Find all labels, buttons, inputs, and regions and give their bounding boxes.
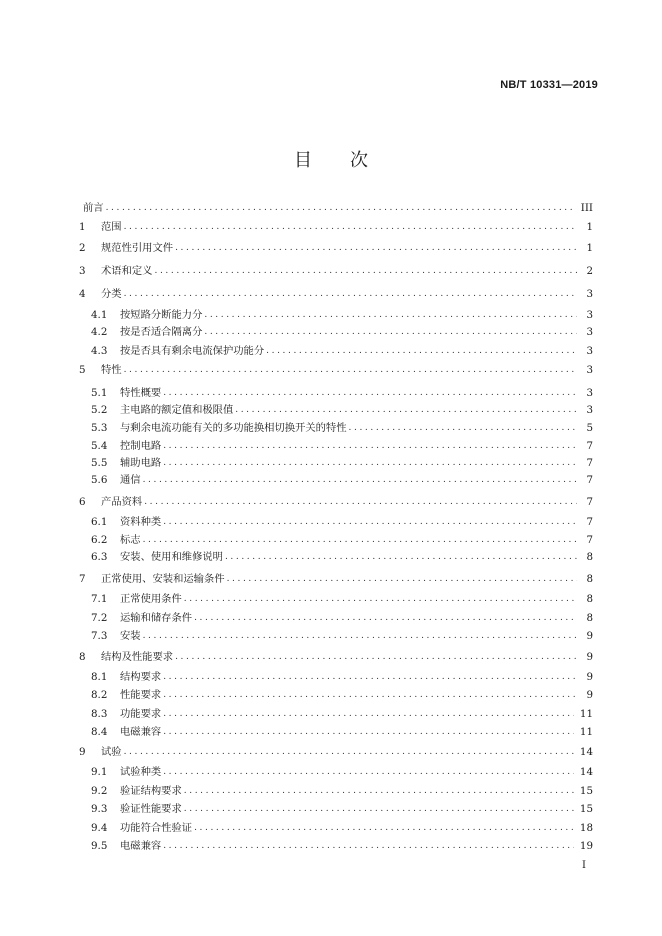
toc-entry[interactable] [79,286,593,302]
toc-leader-dots [349,420,577,436]
toc-entry-number: 8 [79,651,86,663]
toc-entry-label: 正常使用条件 [120,593,182,605]
toc-entry-page: 3 [586,326,593,338]
toc-entry-number: 7.1 [91,593,108,605]
toc-entry[interactable] [91,385,593,401]
toc-entry-number: 4 [79,288,86,300]
toc-leader-dots [184,801,574,817]
toc-entry-page: 7 [586,516,593,528]
toc-entry-page: 3 [586,309,593,321]
toc-entry[interactable] [79,494,593,510]
toc-entry-number: 8.1 [91,671,108,683]
toc-entry-label: 结构要求 [120,671,162,683]
toc-entry[interactable] [91,801,593,817]
toc-entry-label: 按短路分断能力分 [120,309,203,321]
toc-leader-dots [163,438,577,454]
toc-entry[interactable] [91,324,593,340]
toc-leader-dots [204,324,577,340]
toc-entry[interactable] [91,687,593,703]
toc-entry-label: 安装 [120,630,141,642]
toc-entry-number: 9.3 [91,803,108,815]
toc-entry-page: 15 [579,785,593,797]
toc-entry-number: 7.3 [91,630,108,642]
toc-entry[interactable] [91,783,593,799]
toc-entry-number: 5.2 [91,404,108,416]
toc-entry[interactable] [91,610,593,626]
toc-leader-dots [266,343,577,359]
toc-leader-dots [124,219,577,235]
toc-entry-label: 特性概要 [120,387,162,399]
toc-entry-number: 6 [79,496,86,508]
toc-entry-label: 分类 [101,288,122,300]
toc-entry-number: 4.1 [91,309,108,321]
toc-entry-label: 产品资料 [101,496,143,508]
toc-entry-number: 6.3 [91,551,108,563]
toc-entry[interactable] [79,571,593,587]
toc-entry[interactable] [91,549,593,565]
toc-entry-page: 8 [586,551,593,563]
toc-entry[interactable] [91,706,593,722]
toc-entry-number: 4.2 [91,326,108,338]
toc-entry[interactable] [91,669,593,685]
toc-leader-dots [124,362,577,378]
toc-entry-page: 7 [586,474,593,486]
toc-entry-label: 验证性能要求 [120,803,182,815]
toc-entry[interactable] [91,820,593,836]
toc-entry[interactable] [91,402,593,418]
toc-entry-number: 2 [79,242,86,254]
toc-entry-page: 7 [586,496,593,508]
toc-leader-dots [163,706,574,722]
toc-entry-label: 电磁兼容 [120,726,162,738]
toc-entry-page: 8 [586,573,593,585]
toc-entry[interactable] [91,472,593,488]
toc-entry-label: 运输和储存条件 [120,612,193,624]
toc-entry-page: III [580,202,593,214]
toc-entry-page: 1 [586,242,593,254]
toc-leader-dots [184,783,574,799]
toc-entry[interactable] [91,343,593,359]
toc-leader-dots [194,610,577,626]
toc-entry-page: 3 [586,387,593,399]
toc-leader-dots [225,549,577,565]
toc-entry-number: 9.4 [91,822,108,834]
toc-entry-number: 7.2 [91,612,108,624]
toc-entry-label: 范围 [101,221,122,233]
toc-entry-label: 试验种类 [120,766,162,778]
toc-entry-page: 19 [579,840,593,852]
toc-entry-label: 性能要求 [120,689,162,701]
toc-entry-number: 9.5 [91,840,108,852]
toc-entry[interactable] [91,628,593,644]
toc-entry-number: 6.1 [91,516,108,528]
toc-leader-dots [204,307,577,323]
toc-entry-page: 9 [586,689,593,701]
toc-entry-number: 9 [79,746,86,758]
standard-number: NB/T 10331—2019 [500,79,598,91]
toc-entry-label: 按是否适合隔离分 [120,326,203,338]
toc-entry-page: 7 [586,457,593,469]
toc-entry-page: 18 [579,822,593,834]
toc-entry[interactable] [79,240,593,256]
toc-entry-label: 试验 [101,746,122,758]
toc-entry-page: 11 [579,726,593,738]
toc-leader-dots [235,402,577,418]
toc-leader-dots [124,744,574,760]
toc-leader-dots [143,628,577,644]
toc-entry-label: 主电路的额定值和极限值 [120,404,234,416]
toc-entry-page: 1 [586,221,593,233]
toc-entry[interactable] [91,532,593,548]
toc-entry[interactable] [79,649,593,665]
toc-entry-number: 5 [79,364,86,376]
toc-entry-number: 3 [79,265,86,277]
toc-entry-page: 9 [586,671,593,683]
toc-entry[interactable] [91,724,593,740]
toc-entry[interactable] [91,307,593,323]
toc-entry-page: 8 [586,593,593,605]
toc-entry-label: 特性 [101,364,122,376]
toc-entry-number: 4.3 [91,345,108,357]
toc-entry-label: 标志 [120,534,141,546]
toc-leader-dots [163,838,574,854]
toc-leader-dots [106,200,575,216]
toc-entry-label: 结构及性能要求 [101,651,174,663]
toc-entry-page: 7 [586,534,593,546]
toc-entry[interactable] [79,744,593,760]
toc-leader-dots [163,514,577,530]
toc-entry-label: 安装、使用和维修说明 [120,551,223,563]
toc-entry[interactable] [91,591,593,607]
toc-entry-page: 3 [586,288,593,300]
toc-leader-dots [144,494,577,510]
toc-entry-label: 电磁兼容 [120,840,162,852]
toc-entry-label: 正常使用、安装和运输条件 [101,573,225,585]
toc-entry-page: 14 [579,746,593,758]
toc-entry-page: 8 [586,612,593,624]
toc-entry-page: 3 [586,364,593,376]
toc-entry-label: 控制电路 [120,440,162,452]
toc-entry-number: 9.2 [91,785,108,797]
toc-entry-label: 术语和定义 [101,265,153,277]
toc-entry[interactable] [91,764,593,780]
toc-entry[interactable] [79,263,593,279]
toc-entry-page: 3 [586,404,593,416]
toc-leader-dots [143,532,577,548]
toc-entry-label: 验证结构要求 [120,785,182,797]
toc-entry-number: 6.2 [91,534,108,546]
toc-entry-label: 资料种类 [120,516,162,528]
toc-entry-number: 5.6 [91,474,108,486]
toc-entry-page: 5 [586,422,593,434]
toc-entry-label: 按是否具有剩余电流保护功能分 [120,345,265,357]
toc-entry[interactable] [79,200,593,216]
toc-leader-dots [175,649,577,665]
toc-entry-number: 1 [79,221,86,233]
toc-entry[interactable] [79,362,593,378]
toc-entry-page: 11 [579,708,593,720]
footer-page-number: I [582,860,586,871]
title-char-left: 目 [294,150,312,171]
toc-leader-dots [163,669,577,685]
toc-entry-number: 5.5 [91,457,108,469]
toc-entry-number: 8.3 [91,708,108,720]
toc-entry-page: 7 [586,440,593,452]
toc-entry-number: 7 [79,573,86,585]
toc-entry-page: 9 [586,630,593,642]
toc-leader-dots [143,472,577,488]
toc-leader-dots [124,286,577,302]
toc-leader-dots [163,385,577,401]
toc-entry[interactable] [91,420,593,436]
toc-entry[interactable] [79,219,593,235]
toc-leader-dots [175,240,577,256]
toc-entry-label: 与剩余电流功能有关的多功能换相切换开关的特性 [120,422,347,434]
toc-entry-number: 8.2 [91,689,108,701]
toc-entry-number: 5.4 [91,440,108,452]
toc-entry-number: 9.1 [91,766,108,778]
toc-entry-label: 通信 [120,474,141,486]
toc-leader-dots [184,591,577,607]
toc-entry[interactable] [91,514,593,530]
toc-entry[interactable] [91,455,593,471]
toc-entry-label: 辅助电路 [120,457,162,469]
toc-leader-dots [163,724,574,740]
toc-leader-dots [163,455,577,471]
toc-leader-dots [154,263,577,279]
toc-leader-dots [227,571,577,587]
toc-entry-page: 9 [586,651,593,663]
toc-entry-label: 功能符合性验证 [120,822,193,834]
toc-entry-number: 5.3 [91,422,108,434]
toc-leader-dots [194,820,574,836]
page-title [0,146,662,172]
toc-entry[interactable] [91,838,593,854]
toc-entry-page: 15 [579,803,593,815]
toc-entry[interactable] [91,438,593,454]
toc-entry-number: 8.4 [91,726,108,738]
toc-entry-page: 2 [586,265,593,277]
toc-entry-label: 功能要求 [120,708,162,720]
toc-entry-page: 3 [586,345,593,357]
toc-entry-label: 规范性引用文件 [101,242,174,254]
toc-leader-dots [163,764,574,780]
toc-leader-dots [163,687,577,703]
toc-entry-label: 前言 [83,202,104,214]
toc-entry-number: 5.1 [91,387,108,399]
toc-entry-page: 14 [579,766,593,778]
title-char-right: 次 [350,150,368,171]
